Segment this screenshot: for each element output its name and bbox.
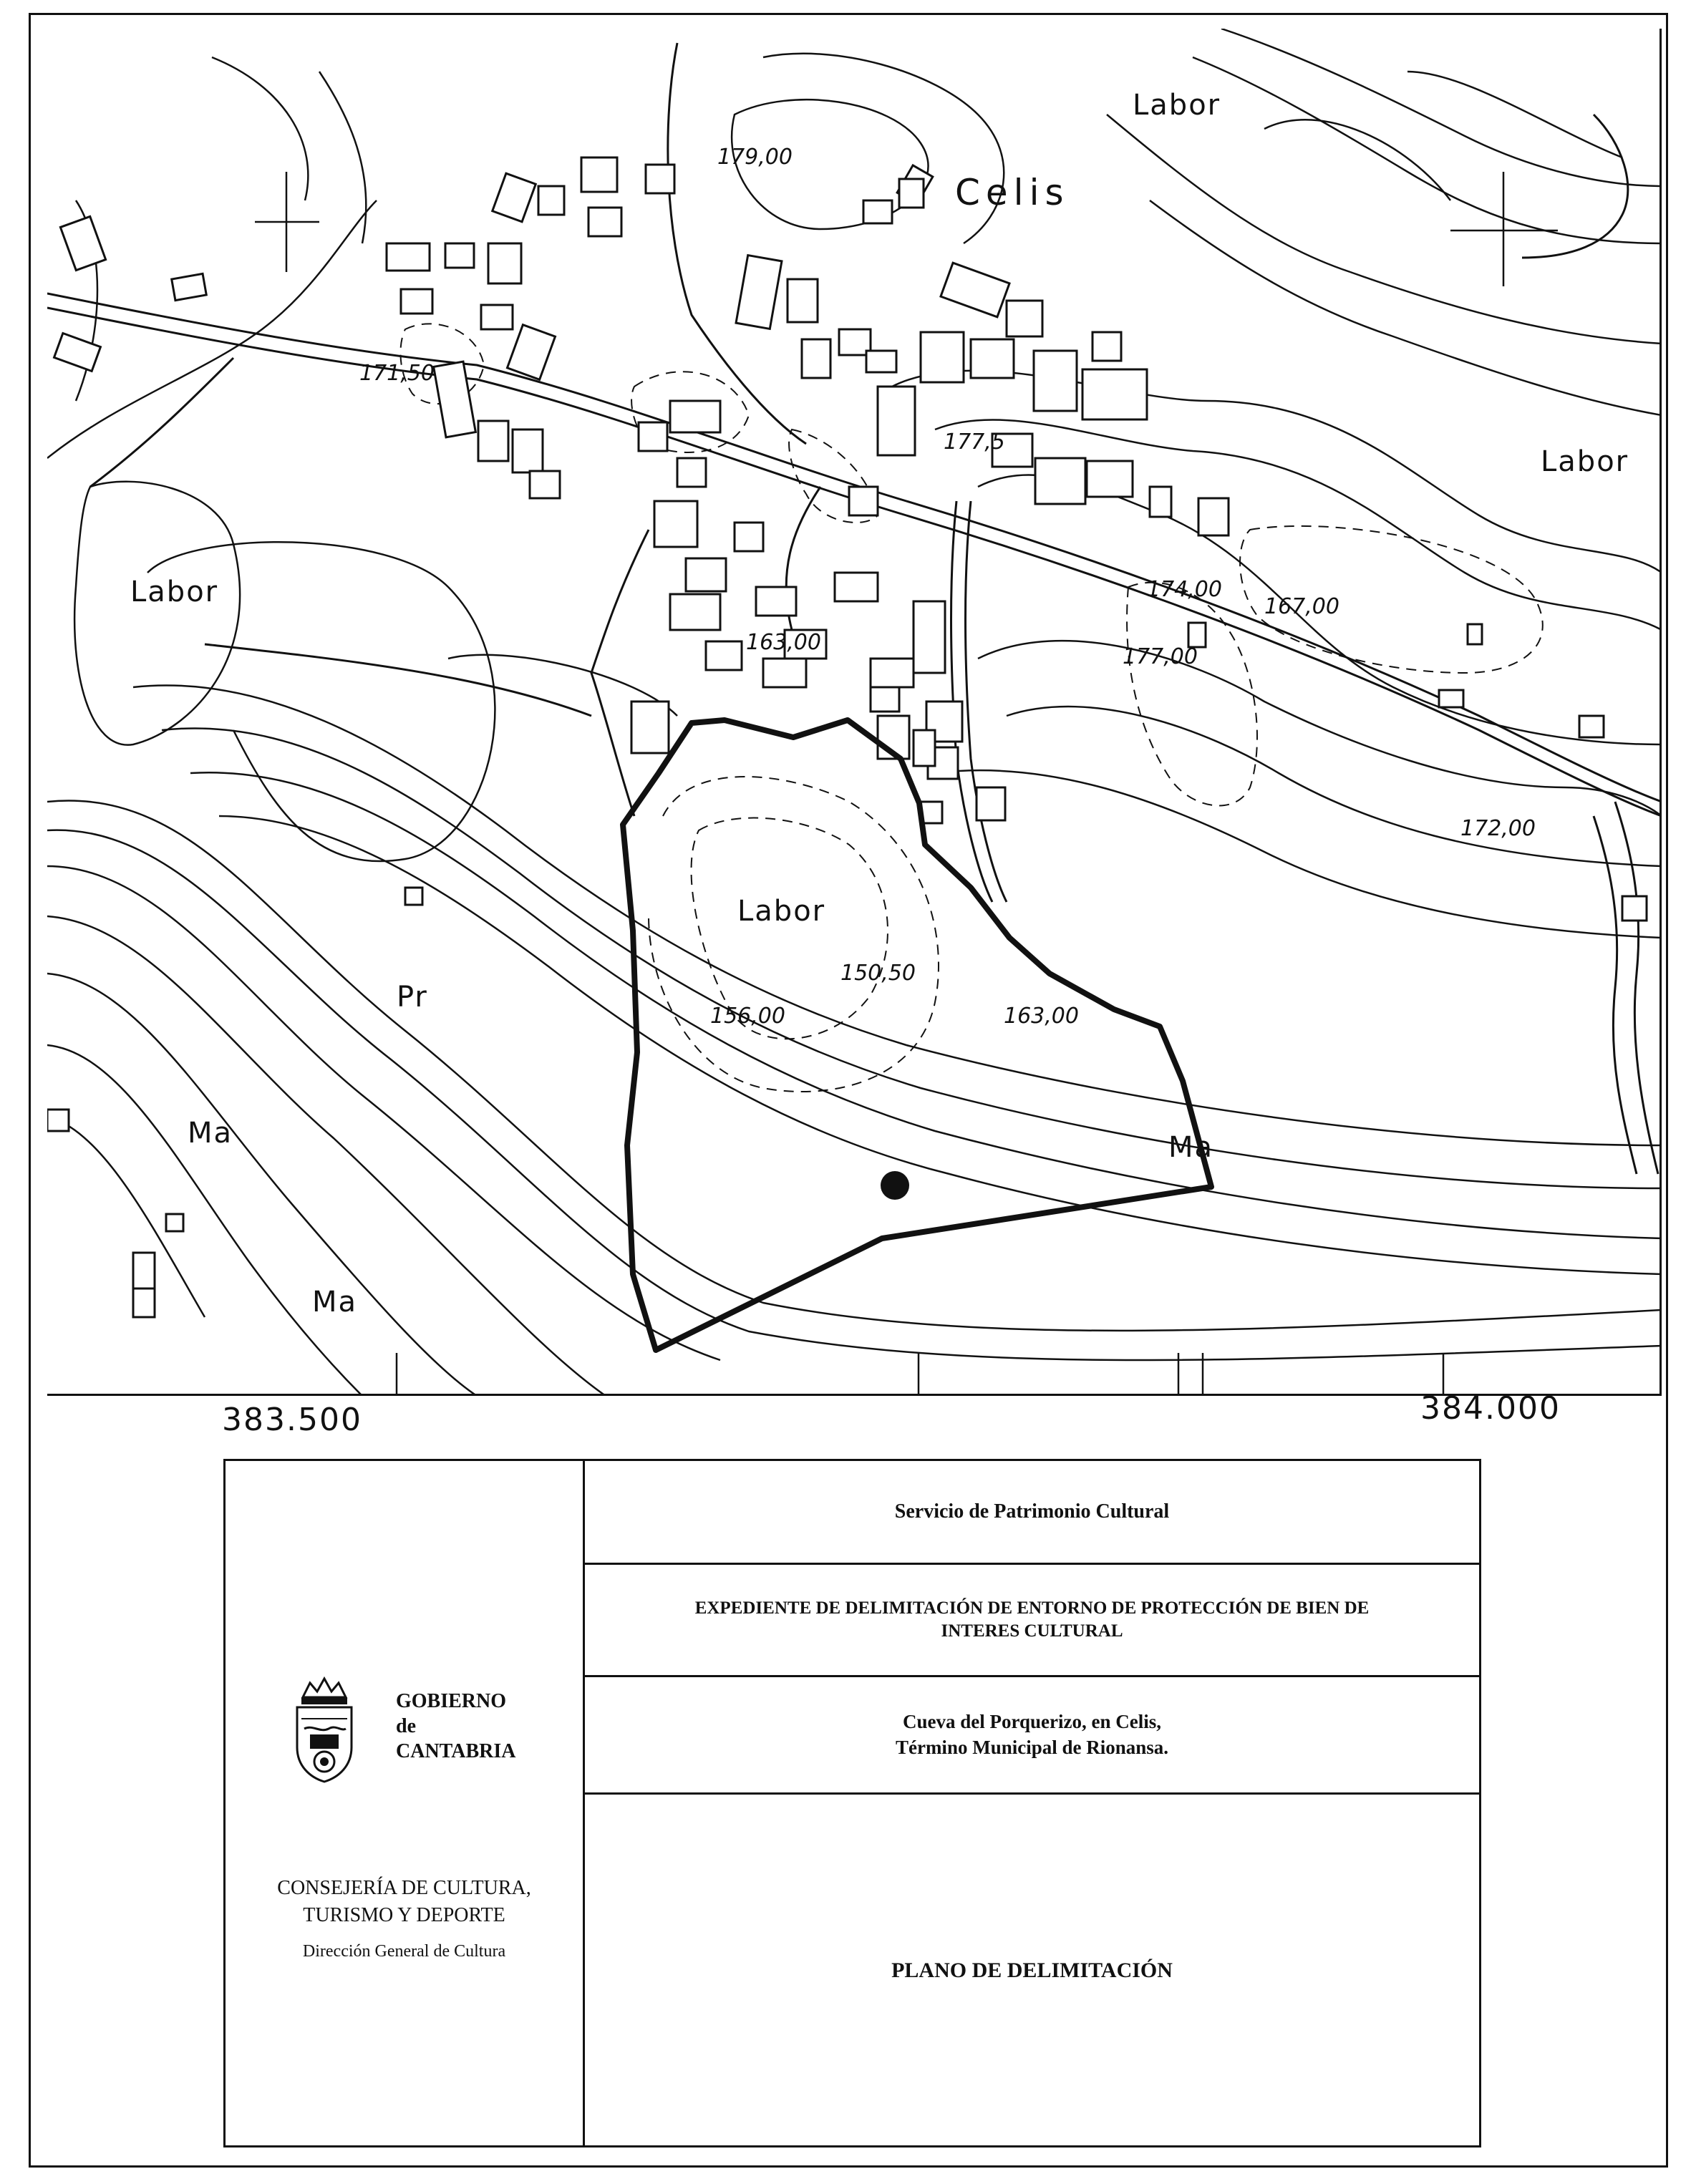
building — [434, 361, 476, 437]
building — [1150, 487, 1171, 517]
building — [756, 587, 796, 616]
elevation-label: 177,5 — [944, 429, 1005, 455]
building — [405, 888, 422, 905]
contour-line — [1007, 707, 1662, 866]
department-line: CONSEJERÍA DE CULTURA, — [277, 1877, 531, 1899]
contour-line — [74, 482, 240, 745]
building — [914, 730, 935, 766]
building — [488, 243, 521, 283]
government-line: de — [396, 1715, 416, 1737]
building — [921, 332, 964, 382]
elevation-label: 179,00 — [717, 145, 793, 170]
building — [878, 387, 915, 455]
road-edge — [1615, 802, 1658, 1174]
building — [735, 523, 763, 551]
building — [631, 702, 669, 753]
dashed-contour — [1127, 583, 1257, 806]
plan-title: PLANO DE DELIMITACIÓN — [891, 1958, 1173, 1982]
building — [1188, 623, 1206, 647]
building — [677, 458, 706, 487]
building — [763, 659, 806, 687]
roads — [47, 43, 1662, 1174]
contour-line — [978, 641, 1662, 816]
building — [1035, 458, 1085, 504]
road-edge — [90, 358, 233, 487]
road-edge — [1594, 816, 1637, 1174]
land-use-label-labor: Labor — [737, 895, 826, 928]
contour-line — [319, 72, 366, 243]
map-drawing — [47, 29, 1662, 1396]
building — [401, 289, 432, 314]
elevation-label: 171,50 — [359, 361, 435, 386]
elevation-label: 150,50 — [840, 961, 916, 986]
building — [686, 558, 726, 591]
contour-line — [1221, 29, 1662, 186]
service-name: Servicio de Patrimonio Cultural — [894, 1500, 1170, 1523]
building — [802, 339, 830, 378]
contour-line — [47, 830, 1662, 1360]
site-location: Cueva del Porquerizo, en Celis, Término Municipal de Rionansa. — [895, 1711, 1169, 1758]
road-edge — [205, 644, 591, 716]
contour-line — [219, 816, 1662, 1274]
building — [863, 200, 892, 223]
land-use-label-ma: Ma — [1168, 1131, 1214, 1164]
file-cell — [585, 1565, 1479, 1677]
file-title: EXPEDIENTE DE DELIMITACIÓN DE ENTORNO DE PROTECCIÓN DE BIEN DE INTERES CULTURAL — [694, 1598, 1370, 1641]
building — [538, 186, 564, 215]
building — [866, 351, 896, 372]
building — [481, 305, 513, 329]
directorate-name: Dirección General de Cultura — [302, 1942, 506, 1961]
building — [445, 243, 474, 268]
coordinate-label-right: 384.000 — [1420, 1390, 1561, 1427]
elevation-label: 172,00 — [1460, 816, 1536, 841]
service-cell — [585, 1461, 1479, 1565]
plan-cell — [585, 1795, 1479, 2145]
building — [849, 487, 878, 515]
land-use-label-labor: Labor — [1133, 89, 1221, 122]
building — [1622, 896, 1647, 921]
location-cell — [585, 1677, 1479, 1795]
building — [530, 471, 560, 498]
building — [513, 429, 543, 472]
land-use-label-labor: Labor — [1541, 445, 1629, 478]
land-use-label-ma: Ma — [188, 1117, 233, 1150]
land-use-label-pr: Pr — [397, 981, 428, 1014]
topographic-map — [47, 29, 1662, 1396]
building — [1087, 461, 1133, 497]
building — [639, 422, 667, 451]
road-edge — [47, 308, 1662, 816]
elevation-label: 163,00 — [1004, 1004, 1079, 1029]
building — [166, 1214, 183, 1231]
building — [133, 1288, 155, 1317]
title-panel — [585, 1461, 1479, 2145]
department-line: TURISMO Y DEPORTE — [303, 1903, 505, 1926]
cantabria-crest-icon — [289, 1676, 360, 1783]
dashed-contour — [649, 777, 939, 1092]
land-use-label-ma: Ma — [312, 1286, 358, 1319]
building — [670, 594, 720, 630]
building — [1092, 332, 1121, 361]
contour-line — [212, 57, 308, 200]
building — [971, 339, 1014, 378]
building — [588, 208, 621, 236]
department-name — [226, 1875, 583, 1929]
elevation-label: 177,00 — [1123, 644, 1198, 669]
government-name — [396, 1689, 516, 1764]
building — [172, 273, 207, 300]
road-edge — [668, 43, 806, 444]
contour-line — [1193, 57, 1662, 243]
building — [1082, 369, 1147, 419]
place-label-celis: Celis — [955, 172, 1070, 213]
building — [871, 659, 914, 687]
contour-line — [1264, 120, 1450, 200]
land-use-label-labor: Labor — [130, 576, 219, 608]
building — [654, 501, 697, 547]
building — [835, 573, 878, 601]
building — [493, 173, 536, 222]
building — [1007, 301, 1042, 336]
building — [977, 787, 1005, 820]
issuer-panel — [226, 1461, 585, 2145]
contour-line — [162, 728, 1662, 1188]
elevation-label: 174,00 — [1147, 577, 1222, 602]
contour-line — [1407, 72, 1622, 157]
contour-line — [47, 916, 606, 1396]
contour-lines — [47, 29, 1662, 1396]
building — [914, 601, 945, 673]
cave-location-marker — [881, 1171, 909, 1200]
coordinate-label-left: 383.500 — [222, 1402, 362, 1438]
building — [508, 325, 556, 380]
building — [581, 157, 617, 192]
elevation-label: 167,00 — [1264, 594, 1339, 619]
contour-line — [47, 1045, 362, 1396]
building — [736, 256, 782, 329]
map-grid-marks — [255, 172, 1558, 1396]
building — [478, 421, 508, 461]
elevation-label: 156,00 — [710, 1004, 785, 1029]
building — [706, 641, 742, 670]
building — [1439, 690, 1463, 707]
contour-line — [935, 770, 1662, 938]
building — [646, 165, 674, 193]
government-line: GOBIERNO — [396, 1690, 507, 1712]
building — [871, 687, 899, 712]
elevation-label: 163,00 — [746, 630, 821, 655]
building — [788, 279, 818, 322]
buildings — [47, 157, 1647, 1317]
road-edge — [591, 530, 649, 816]
building — [1468, 624, 1482, 644]
building — [47, 1110, 69, 1131]
building — [941, 263, 1009, 317]
title-block — [223, 1459, 1481, 2147]
building — [899, 179, 924, 208]
building — [670, 401, 720, 432]
building — [387, 243, 430, 271]
building — [60, 216, 105, 270]
building — [1034, 351, 1077, 411]
contour-line — [1150, 200, 1662, 415]
building — [1579, 716, 1604, 737]
building — [1198, 498, 1229, 535]
government-line: CANTABRIA — [396, 1740, 516, 1762]
